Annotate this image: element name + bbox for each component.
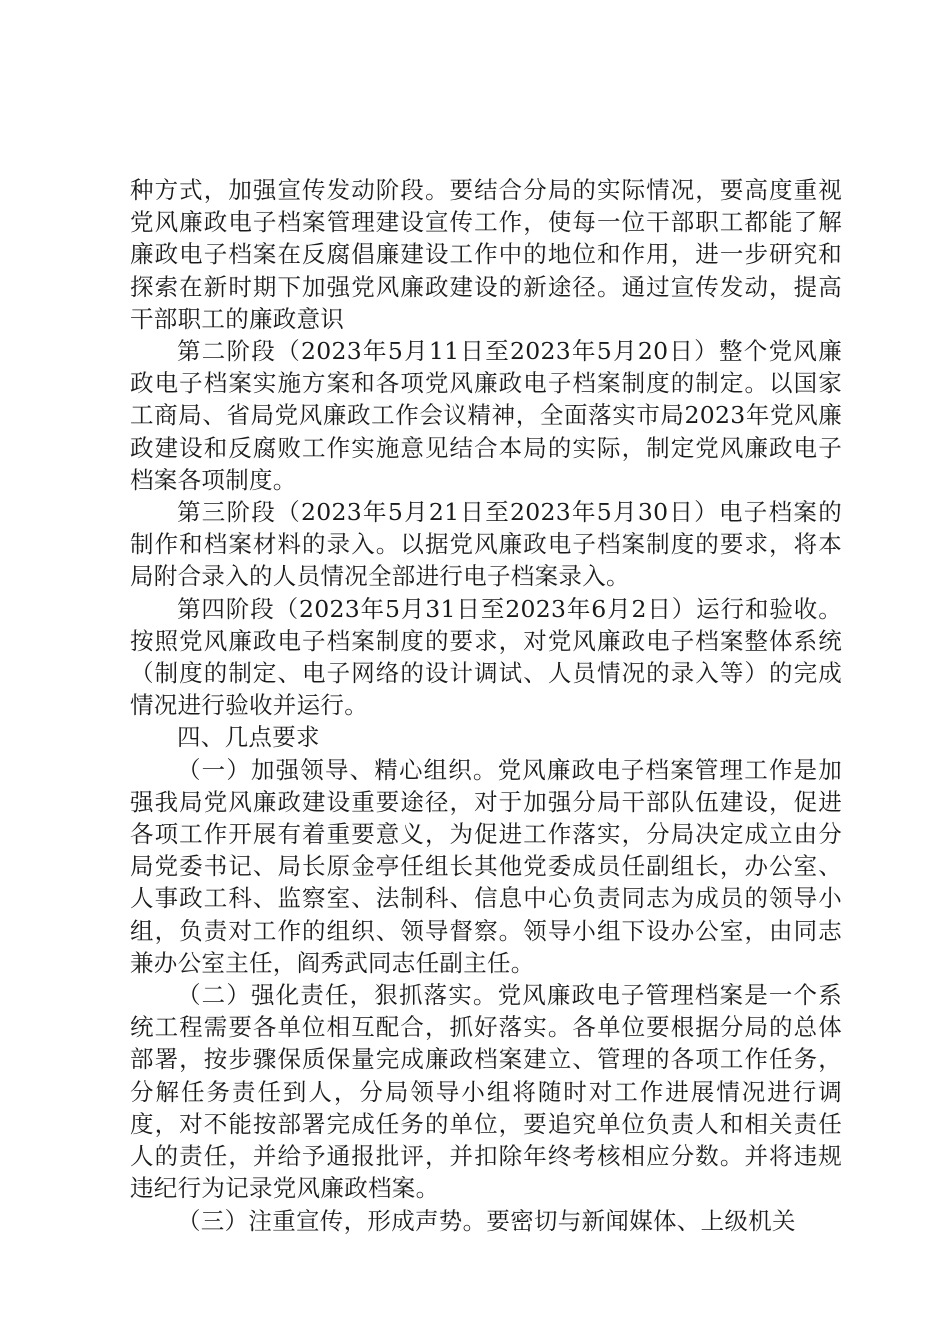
paragraph-propaganda-stage-continued: 种方式，加强宣传发动阶段。要结合分局的实际情况，要高度重视党风廉政电子档案管理建设宣传工作，使每一位干部职工都能了解廉政电子档案在反腐倡廉建设工作中的地位和作用，进一步研究和探索在新时期下加强党风廉政建设的新途径。通过宣传发动，提高干部职工的廉政意识 (130, 176, 842, 333)
paragraph-requirement-one: （一）加强领导、精心组织。党风廉政电子档案管理工作是加强我局党风廉政建设重要途径，对于加强分局干部队伍建设，促进各项工作开展有着重要意义，为促进工作落实，分局决定成立由分局党委书记、局长原金亭任组长其他党委成员任副组长，办公室、人事政工科、监察室、法制科、信息中心负责同志为成员的领导小组，负责对工作的组织、领导督察。领导小组下设办公室，由同志兼办公室主任，阎秀武同志任副主任。 (130, 755, 842, 977)
paragraph-requirement-two: （二）强化责任，狠抓落实。党风廉政电子管理档案是一个系统工程需要各单位相互配合，抓好落实。各单位要根据分局的总体部署，按步骤保质保量完成廉政档案建立、管理的各项工作任务，分解任务责任到人，分局领导小组将随时对工作进展情况进行调度，对不能按部署完成任务的单位，要追究单位负责人和相关责任人的责任，并给予通报批评，并扣除年终考核相应分数。并将违规违纪行为记录党风廉政档案。 (130, 981, 842, 1203)
paragraph-stage-two: 第二阶段（2023年5月11日至2023年5月20日）整个党风廉政电子档案实施方案和各项党风廉政电子档案制度的制定。以国家工商局、省局党风廉政工作会议精神，全面落实市局2023年党风廉政建设和反腐败工作实施意见结合本局的实际，制定党风廉政电子档案各项制度。 (130, 337, 842, 494)
paragraph-stage-four: 第四阶段（2023年5月31日至2023年6月2日）运行和验收。按照党风廉政电子档案制度的要求，对党风廉政电子档案整体系统（制度的制定、电子网络的设计调试、人员情况的录入等）的完成情况进行验收并运行。 (130, 594, 842, 720)
paragraph-requirement-three: （三）注重宣传，形成声势。要密切与新闻媒体、上级机关 (177, 1206, 796, 1235)
paragraph-stage-three: 第三阶段（2023年5月21日至2023年5月30日）电子档案的制作和档案材料的录入。以据党风廉政电子档案制度的要求，将本局附合录入的人员情况全部进行电子档案录入。 (130, 498, 842, 591)
section-heading-requirements: 四、几点要求 (177, 723, 320, 752)
document-body (130, 174, 842, 1237)
